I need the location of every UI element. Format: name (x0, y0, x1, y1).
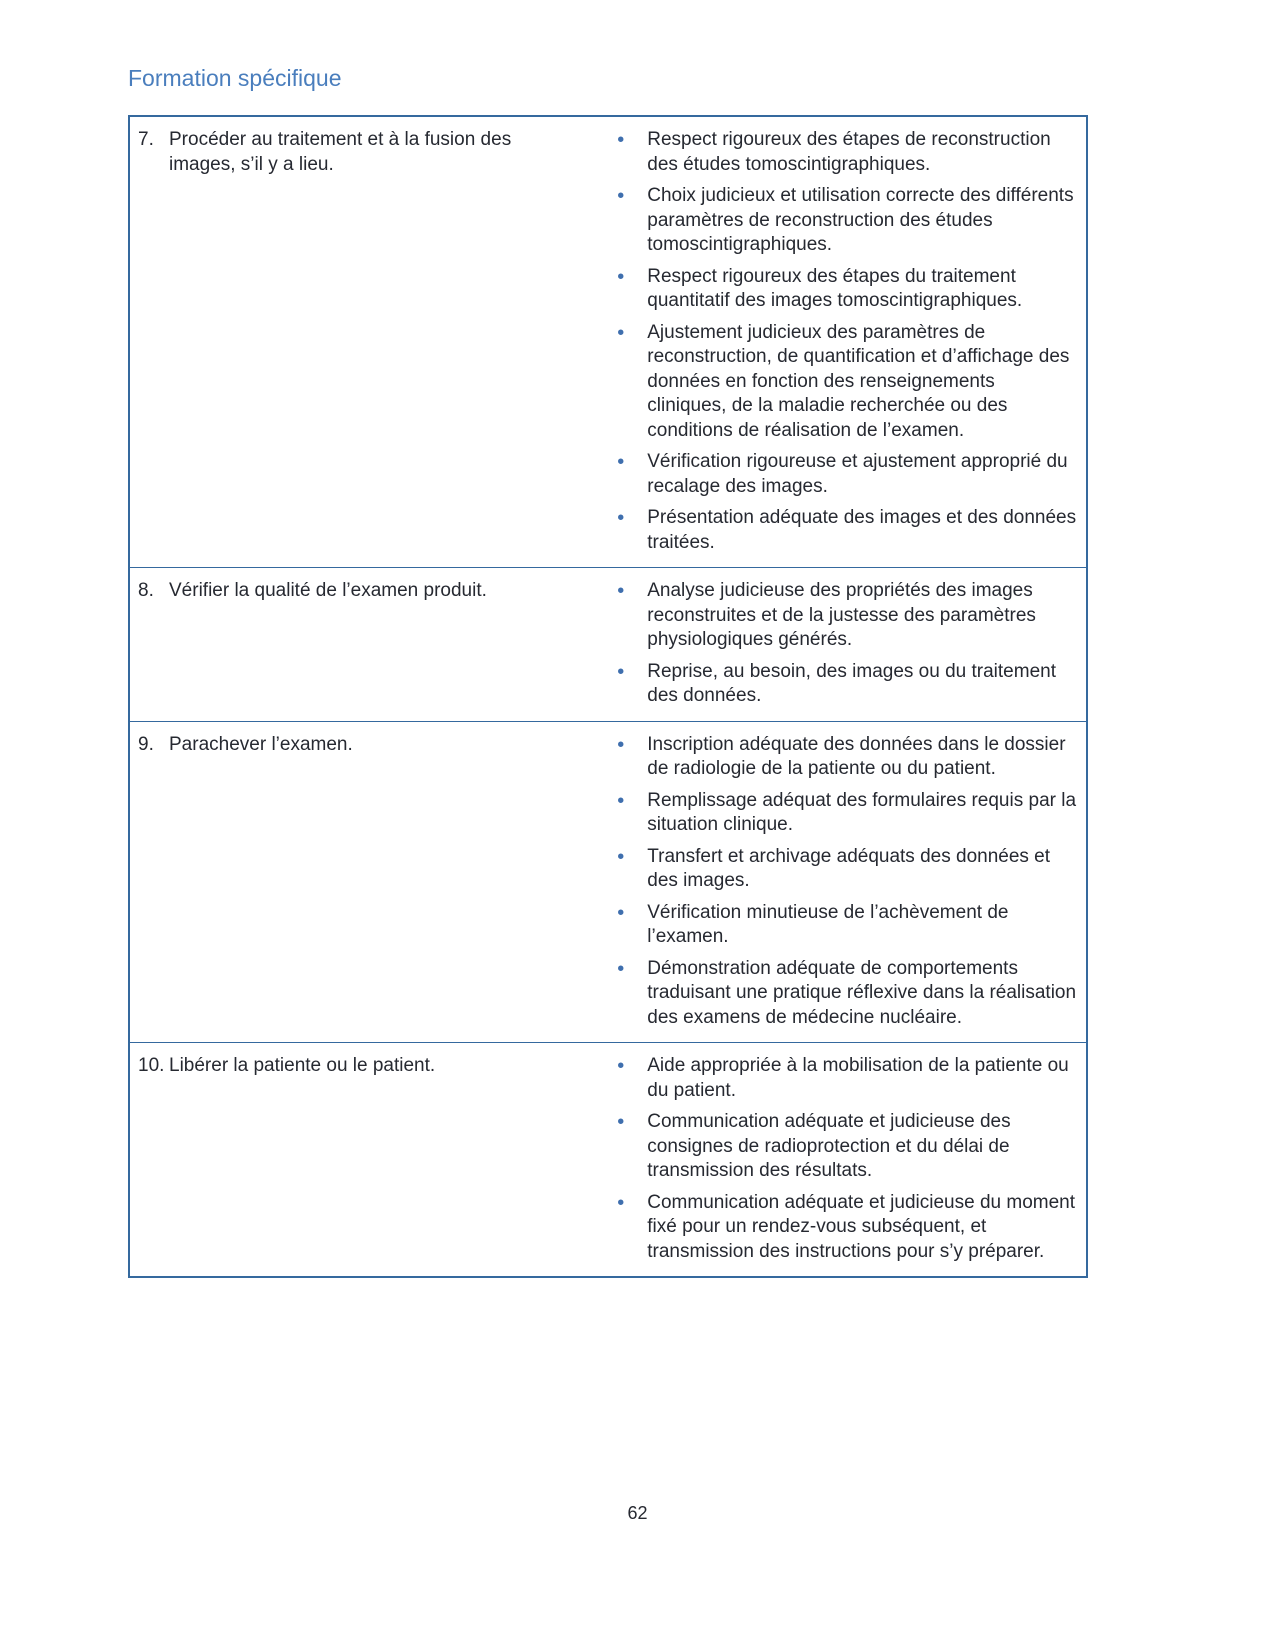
objective-wrap (138, 1054, 559, 1079)
bullet-text: Vérification minutieuse de l’achèvement de l’examen. (647, 901, 1009, 947)
bullet-text: Choix judicieux et utilisation correcte des différents paramètres de reconstruction des études tomoscintigraphiques. (647, 185, 1074, 255)
objectives-table-body (129, 116, 1087, 1277)
objective-text: Parachever l’examen. (169, 733, 353, 755)
criteria-list (617, 733, 1078, 1031)
bullet-item (617, 579, 1078, 653)
bullet-item (617, 265, 1078, 314)
bullet-text: Analyse judicieuse des propriétés des images reconstruites et de la justesse des paramètres physiologiques générés. (647, 580, 1036, 650)
criteria-list (617, 128, 1078, 555)
table-row (129, 116, 1087, 568)
bullet-item (617, 321, 1078, 444)
bullet-text: Communication adéquate et judicieuse du moment fixé pour un rendez-vous subséquent, et transmission des instructions pour s’y préparer. (647, 1191, 1076, 1262)
objective-number: 8. (138, 580, 154, 601)
objective-text: Procéder au traitement et à la fusion des images, s’il y a lieu. (169, 129, 512, 175)
bullet-text: Démonstration adéquate de comportements traduisant une pratique réflexive dans la réalisation des examens de médecine nucléaire. (647, 957, 1077, 1028)
bullet-text: Aide appropriée à la mobilisation de la patiente ou du patient. (647, 1055, 1069, 1101)
bullet-item (617, 1054, 1078, 1103)
objective-wrap (138, 128, 559, 177)
table-row (129, 1043, 1087, 1278)
bullet-icon: • (617, 957, 625, 980)
table-row (129, 568, 1087, 722)
bullet-icon: • (617, 451, 625, 473)
bullet-icon: • (617, 507, 625, 529)
bullet-item (617, 506, 1078, 555)
bullet-item (617, 1191, 1078, 1265)
bullet-text: Présentation adéquate des images et des données traitées. (647, 507, 1077, 553)
bullet-text: Transfert et archivage adéquats des données et des images. (647, 845, 1051, 891)
bullet-item (617, 957, 1078, 1031)
objectives-table (128, 115, 1088, 1278)
bullet-text: Ajustement judicieux des paramètres de reconstruction, de quantification et d’affichage des données en fonction des renseignements cliniques, de la maladie recherchée ou des conditions de réalisation de l’examen. (647, 321, 1070, 441)
bullet-icon: • (617, 1191, 625, 1214)
page-number: 62 (627, 1503, 648, 1523)
objective-cell (129, 1043, 579, 1278)
criteria-cell (579, 721, 1087, 1043)
bullet-item (617, 845, 1078, 894)
bullet-icon: • (617, 129, 625, 151)
bullet-item (617, 1110, 1078, 1184)
objective-number: 7. (138, 129, 154, 150)
objective-cell (129, 568, 579, 722)
section-header: Formation spécifique (128, 65, 342, 91)
objective-cell (129, 116, 579, 568)
bullet-text: Respect rigoureux des étapes du traitement quantitatif des images tomoscintigraphiques. (647, 265, 1023, 311)
bullet-item (617, 733, 1078, 782)
bullet-item (617, 184, 1078, 258)
objective-wrap (138, 733, 559, 758)
bullet-icon: • (617, 733, 625, 756)
objective-text: Libérer la patiente ou le patient. (169, 1055, 436, 1076)
criteria-cell (579, 116, 1087, 568)
bullet-text: Vérification rigoureuse et ajustement approprié du recalage des images. (647, 451, 1068, 497)
bullet-item (617, 450, 1078, 499)
bullet-icon: • (617, 660, 625, 683)
bullet-item (617, 660, 1078, 709)
bullet-icon: • (617, 265, 625, 288)
bullet-icon: • (617, 1055, 625, 1077)
table-row (129, 721, 1087, 1043)
bullet-icon: • (617, 901, 625, 924)
bullet-icon: • (617, 321, 625, 344)
objective-cell (129, 721, 579, 1043)
bullet-item (617, 901, 1078, 950)
bullet-text: Inscription adéquate des données dans le dossier de radiologie de la patiente ou du patient. (647, 733, 1066, 779)
bullet-item (617, 128, 1078, 177)
criteria-list (617, 1054, 1078, 1264)
criteria-cell (579, 568, 1087, 722)
criteria-cell (579, 1043, 1087, 1278)
bullet-icon: • (617, 185, 625, 207)
bullet-icon: • (617, 580, 625, 602)
objective-number: 10. (138, 1055, 165, 1076)
bullet-icon: • (617, 1111, 625, 1133)
bullet-icon: • (617, 845, 625, 868)
objective-text: Vérifier la qualité de l’examen produit. (169, 580, 487, 601)
objective-number: 9. (138, 733, 154, 755)
bullet-text: Remplissage adéquat des formulaires requis par la situation clinique. (647, 789, 1077, 835)
bullet-text: Communication adéquate et judicieuse des consignes de radioprotection et du délai de transmission des résultats. (647, 1111, 1011, 1181)
bullet-text: Reprise, au besoin, des images ou du traitement des données. (647, 660, 1056, 706)
bullet-item (617, 789, 1078, 838)
criteria-list (617, 579, 1078, 709)
bullet-text: Respect rigoureux des étapes de reconstruction des études tomoscintigraphiques. (647, 129, 1051, 175)
objective-wrap (138, 579, 559, 604)
bullet-icon: • (617, 789, 625, 812)
